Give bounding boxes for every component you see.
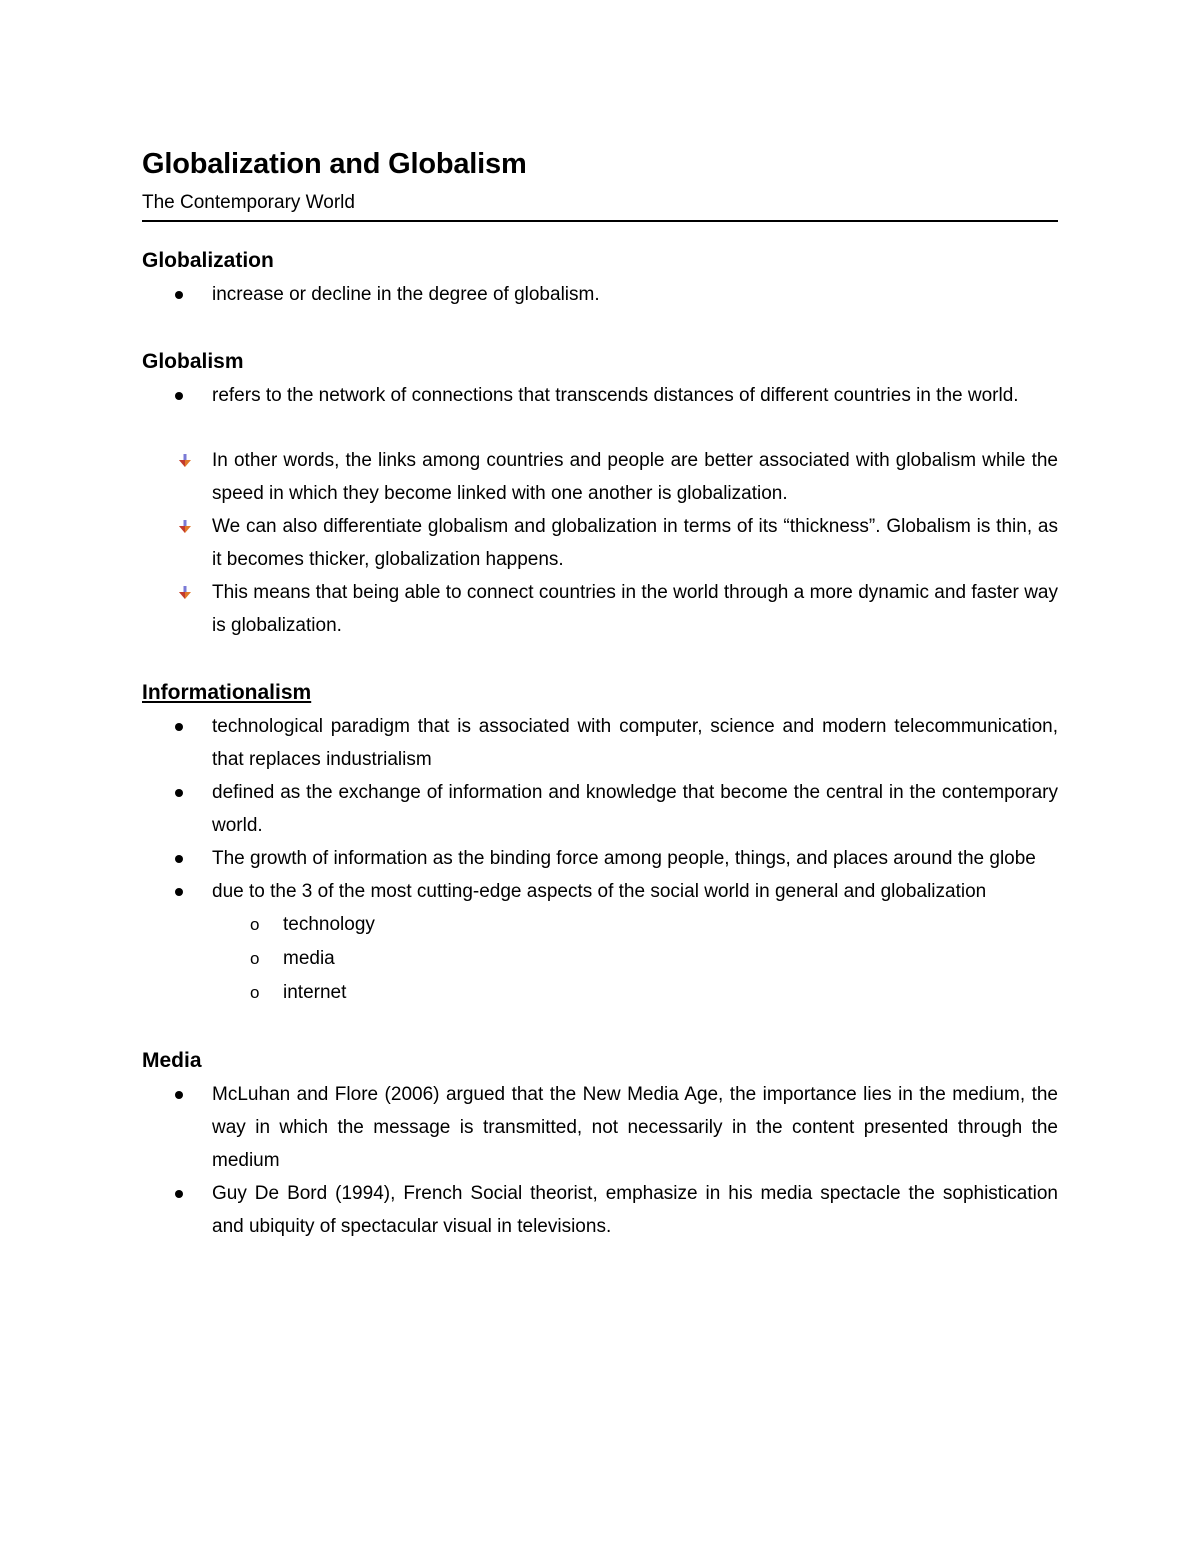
section-heading-media: Media [142, 1049, 202, 1072]
sub-list-item: o technology [142, 908, 1058, 942]
bullet-list [142, 278, 1058, 311]
list-item: McLuhan and Flore (2006) argued that the New Media Age, the importance lies in the medium, the way in which the message is transmitted, not necessarily in the content presented through the medium [212, 1084, 1058, 1171]
document-title: Globalization and Globalism [142, 148, 527, 180]
section-informationalism [142, 676, 1058, 1010]
document-page [142, 140, 1058, 1243]
list-item: increase or decline in the degree of globalism. [212, 284, 600, 305]
list-item: refers to the network of connections that transcends distances of different countries in the world. [212, 385, 1019, 406]
document-subtitle: The Contemporary World [142, 188, 1058, 222]
list-item: technological paradigm that is associated with computer, science and modern telecommunication, that replaces industrialism [212, 716, 1058, 770]
list-item: Guy De Bord (1994), French Social theorist, emphasize in his media spectacle the sophistication and ubiquity of spectacular visual in televisions. [212, 1183, 1058, 1237]
arrow-down-icon [178, 454, 192, 468]
bullet-list [142, 1078, 1058, 1243]
arrow-down-icon [178, 520, 192, 534]
sub-list-item: o internet [142, 976, 1058, 1010]
section-heading-globalization: Globalization [142, 249, 274, 272]
section-heading-informationalism: Informationalism [142, 681, 312, 704]
list-item: due to the 3 of the most cutting-edge aspects of the social world in general and globalization [212, 881, 987, 902]
section-globalism [142, 345, 1058, 642]
sub-list [142, 908, 1058, 1010]
circle-bullet-icon: o [250, 949, 260, 968]
circle-bullet-icon: o [250, 915, 260, 934]
section-media [142, 1044, 1058, 1243]
bullet-list [142, 710, 1058, 908]
section-globalization [142, 244, 1058, 311]
list-item: The growth of information as the binding force among people, things, and places around the globe [212, 848, 1036, 869]
sub-list-item: o media [142, 942, 1058, 976]
arrow-list [142, 444, 1058, 642]
list-item: In other words, the links among countries and people are better associated with globalism while the speed in which they become linked with one another is globalization. [142, 444, 1058, 510]
arrow-down-icon [178, 586, 192, 600]
circle-bullet-icon: o [250, 983, 260, 1002]
bullet-list [142, 379, 1058, 412]
list-item: defined as the exchange of information and knowledge that become the central in the contemporary world. [212, 782, 1058, 836]
section-heading-globalism: Globalism [142, 350, 244, 373]
list-item: We can also differentiate globalism and globalization in terms of its “thickness”. Globalism is thin, as it becomes thicker, globalization happens. [142, 510, 1058, 576]
list-item: This means that being able to connect countries in the world through a more dynamic and faster way is globalization. [142, 576, 1058, 642]
